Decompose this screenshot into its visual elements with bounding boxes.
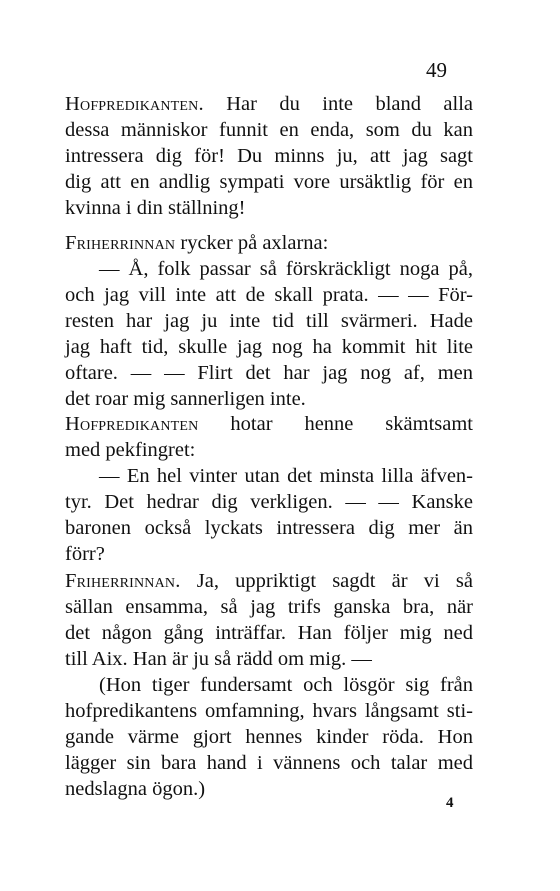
paragraph-friherrinnan-2: [65, 568, 473, 802]
stage-direction-line: nedslagna ögon.): [65, 778, 206, 800]
text-line: intressera dig för! Du minns ju, att jag sagt: [65, 145, 473, 167]
text-line: tyr. Det hedrar dig verkligen. — — Kanske: [65, 491, 473, 513]
speaker-name: Hofpredikanten: [65, 413, 199, 435]
text-line: baronen också lyckats intressera dig mer än: [65, 517, 473, 539]
paragraph-friherrinnan-1: [65, 230, 473, 412]
speaker-name: Friherrinnan: [65, 232, 176, 254]
text-line: förr?: [65, 543, 105, 565]
text-line: sällan ensamma, så jag trifs ganska bra, när: [65, 596, 473, 618]
text-line: oftare. — — Flirt det har jag nog af, men: [65, 362, 473, 384]
text-line: med pekfingret:: [65, 439, 196, 461]
text-line: jag haft tid, skulle jag nog ha kommit hit lite: [65, 336, 473, 358]
stage-direction-line: (Hon tiger fundersamt och lösgör sig från: [99, 674, 473, 696]
stage-direction-line: gande värme gjort hennes kinder röda. Hon: [65, 726, 473, 748]
speaker-name: Friherrinnan.: [65, 570, 181, 592]
text-line: — Å, folk passar så förskräckligt noga på,: [99, 258, 473, 280]
text-line: och jag vill inte att de skall prata. — — För-: [65, 284, 473, 306]
text-line: Friherrinnan rycker på axlarna:: [65, 232, 329, 254]
page-number: 49: [426, 58, 447, 82]
speaker-name: Hofpredikanten.: [65, 93, 204, 115]
text-line: Friherrinnan. Ja, uppriktigt sagdt är vi så: [65, 570, 473, 592]
text-line: dig att en andlig sympati vore ursäktlig för en: [65, 171, 473, 193]
text-line: resten har jag ju inte tid till svärmeri. Hade: [65, 310, 473, 332]
text-line: dessa människor funnit en enda, som du kan: [65, 119, 473, 141]
stage-direction-line: lägger sin bara hand i vännens och talar med: [65, 752, 473, 774]
text-line: — En hel vinter utan det minsta lilla äfven-: [99, 465, 473, 487]
text-line: kvinna i din ställning!: [65, 197, 246, 219]
stage-direction-line: hofpredikantens omfamning, hvars långsamt sti-: [65, 700, 473, 722]
signature-mark: 4: [446, 795, 454, 811]
paragraph-hofpredikanten-2: [65, 411, 473, 567]
text-line: till Aix. Han är ju så rädd om mig. —: [65, 648, 372, 670]
text-line: det någon gång inträffar. Han följer mig ned: [65, 622, 473, 644]
text-line: Hofpredikanten hotar henne skämtsamt: [65, 413, 473, 435]
paragraph-hofpredikanten-1: [65, 91, 473, 221]
text-line: det roar mig sannerligen inte.: [65, 388, 306, 410]
text-line: Hofpredikanten. Har du inte bland alla: [65, 93, 473, 115]
